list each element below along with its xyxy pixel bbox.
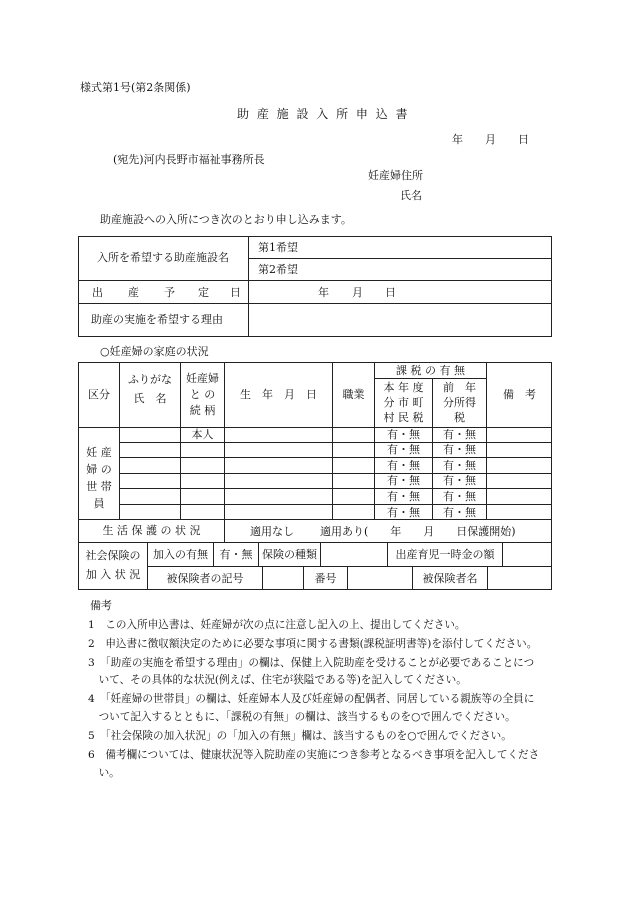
tax-current-choice[interactable]: 有・無 <box>387 474 420 488</box>
tax-prev-choice[interactable]: 有・無 <box>443 505 476 519</box>
enrolled-label: 加入の有無 <box>153 547 208 561</box>
applicant-name-label: 氏名 <box>400 189 422 202</box>
insured-name-field[interactable] <box>488 567 551 590</box>
tax-current-choice[interactable]: 有・無 <box>387 489 420 503</box>
due-date-char: 定 <box>198 286 209 299</box>
note-line: 6 備考欄については、健康状況等入院助産の実施につき参考となるべき事項を記入してくださ <box>88 749 540 761</box>
insurance-type-label: 保険の種類 <box>262 547 317 561</box>
notes-heading: 備考 <box>90 599 112 612</box>
reason-field[interactable] <box>249 304 551 336</box>
page-title: 助 産 施 設 入 所 申 込 書 <box>237 107 410 121</box>
col-relation-line: 続 柄 <box>189 404 216 418</box>
applicant-address-label: 妊産婦住所 <box>368 169 423 182</box>
tax-current-choice[interactable]: 有・無 <box>387 428 420 442</box>
col-tax-prev-line: 税 <box>454 410 465 424</box>
col-birthdate: 生 年 月 日 <box>240 388 317 402</box>
tax-prev-choice[interactable]: 有・無 <box>443 443 476 457</box>
col-furigana: ふりがな <box>128 373 172 387</box>
reason-label: 助産の実施を希望する理由 <box>91 313 223 327</box>
due-date-day: 日 <box>385 286 396 299</box>
due-date-char: 予 <box>164 286 175 299</box>
enrolled-choice[interactable]: 有・無 <box>219 547 253 561</box>
welfare-applied-option[interactable]: 適用あり( 年 月 日保護開始) <box>320 525 516 538</box>
self-label: 本人 <box>191 428 214 442</box>
insured-name-label: 被保険者名 <box>422 571 478 585</box>
facility-choice1-label: 第1希望 <box>258 240 298 254</box>
form-number: 様式第1号(第2条関係) <box>80 81 191 94</box>
col-relation-line: 妊産婦 <box>186 372 219 386</box>
col-tax-current-line: 本 年 度 <box>383 380 424 394</box>
date-year: 年 <box>452 133 463 146</box>
col-remarks: 備 考 <box>503 388 536 402</box>
lump-sum-field[interactable] <box>503 543 551 566</box>
note-line: ついて記入するとともに、「課税の有無」の欄は、該当するものを○で囲んでください。 <box>88 711 516 723</box>
insured-symbol-label: 被保険者の記号 <box>166 571 244 585</box>
note-line: い。 <box>88 767 120 779</box>
welfare-none-option[interactable]: 適用なし <box>250 525 294 538</box>
due-date-year: 年 <box>318 286 329 299</box>
insured-number-field[interactable] <box>348 567 412 590</box>
tax-prev-choice[interactable]: 有・無 <box>443 458 476 472</box>
intro-text: 助産施設への入所につき次のとおり申し込みます。 <box>100 213 352 226</box>
due-date-char: 日 <box>230 286 241 299</box>
due-date-char: 出 <box>92 286 103 299</box>
insured-symbol-field[interactable] <box>263 567 303 590</box>
insurance-type-field[interactable] <box>321 543 387 566</box>
due-date-month: 月 <box>352 286 363 299</box>
note-line: 2 申込書に徴収額決定のために必要な事項に関する書類(課税証明書等)を添付してください。 <box>88 638 538 650</box>
facility-choice1-field[interactable] <box>352 238 550 257</box>
insurance-label-line: 加 入 状 況 <box>85 568 141 582</box>
note-line: 4 「妊産婦の世帯員」の欄は、妊産婦本人及び妊産婦の配偶者、同居している親族等の全員に <box>88 693 535 705</box>
welfare-label: 生 活 保 護 の 状 況 <box>102 524 201 538</box>
group-label-line: 世 帯 <box>86 479 112 493</box>
col-tax-current-line: 村 民 税 <box>383 410 424 424</box>
note-line: いて、その具体的な状況(例えば、住宅が狭隘である等)を記入してください。 <box>88 674 467 686</box>
col-name: 氏 名 <box>133 392 167 406</box>
col-relation-line: と の <box>189 388 216 402</box>
col-tax-status: 課 税 の 有 無 <box>396 363 465 377</box>
addressee: (宛先)河内長野市福祉事務所長 <box>113 153 265 166</box>
tax-current-choice[interactable]: 有・無 <box>387 505 420 519</box>
lump-sum-label: 出産育児一時金の額 <box>395 547 495 561</box>
col-tax-prev-line: 前 年 <box>443 380 476 394</box>
group-label-line: 妊 産 <box>86 445 112 459</box>
household-heading: ○妊産婦の家庭の状況 <box>100 345 209 358</box>
col-tax-current-line: 分 市 町 <box>383 395 424 409</box>
insured-number-label: 番号 <box>314 571 337 585</box>
note-line: 5 「社会保険の加入状況」の「加入の有無」欄は、該当するものを○で囲んでください。 <box>88 730 512 742</box>
facility-choice2-field[interactable] <box>352 260 550 279</box>
tax-prev-choice[interactable]: 有・無 <box>443 489 476 503</box>
group-label-line: 員 <box>93 496 105 510</box>
facility-label: 入所を希望する助産施設名 <box>97 251 229 265</box>
col-tax-prev-line: 分所得 <box>443 395 476 409</box>
col-category: 区分 <box>88 388 110 402</box>
date-day: 日 <box>518 133 529 146</box>
note-line: 1 この入所申込書は、妊産婦が次の点に注意し記入の上、提出してください。 <box>88 619 466 631</box>
note-line: 3 「助産の実施を希望する理由」の欄は、保健上入院助産を受けることが必要であることにつ <box>88 657 535 669</box>
insurance-label-line: 社会保険の <box>85 549 141 563</box>
due-date-char: 産 <box>128 286 139 299</box>
group-label-line: 婦 の <box>86 462 112 476</box>
tax-current-choice[interactable]: 有・無 <box>387 443 420 457</box>
tax-current-choice[interactable]: 有・無 <box>387 458 420 472</box>
col-occupation: 職業 <box>342 388 365 402</box>
facility-choice2-label: 第2希望 <box>258 262 298 276</box>
date-month: 月 <box>485 133 496 146</box>
tax-prev-choice[interactable]: 有・無 <box>443 428 476 442</box>
tax-prev-choice[interactable]: 有・無 <box>443 474 476 488</box>
